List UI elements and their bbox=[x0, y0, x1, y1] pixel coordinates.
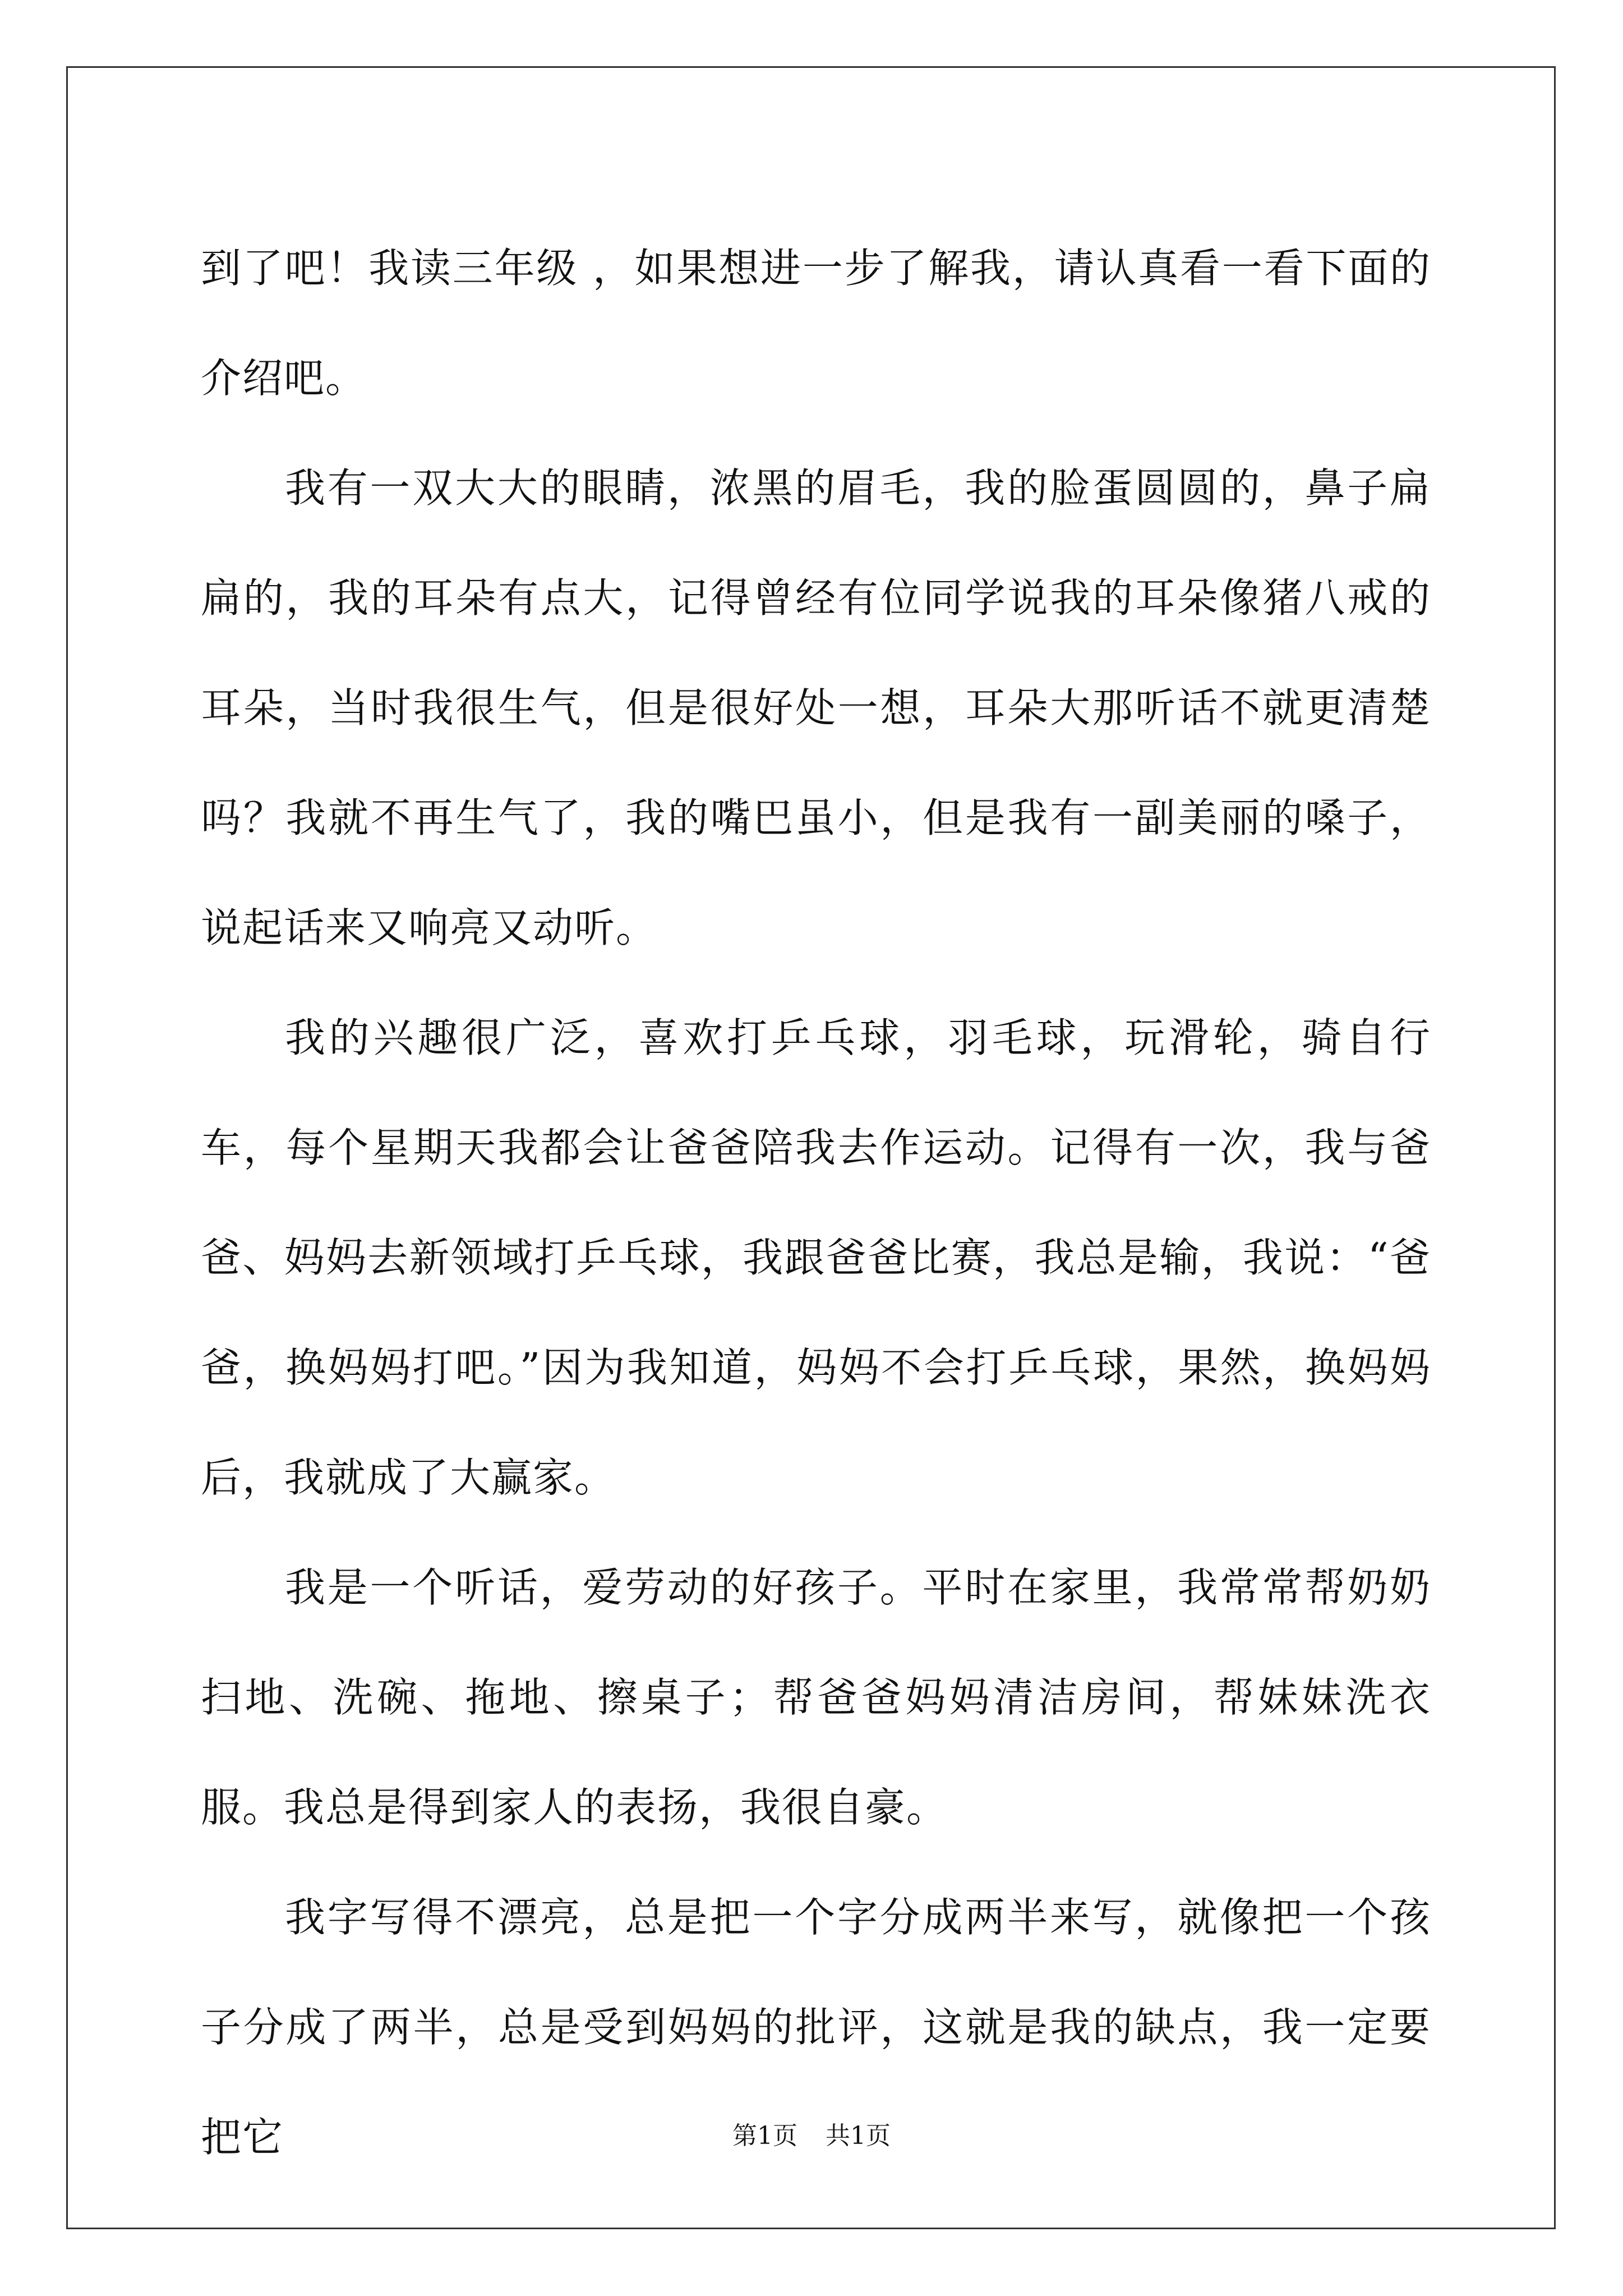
paragraph-5: 我字写得不漂亮，总是把一个字分成两半来写，就像把一个孩子分成了两半，总是受到妈妈的批评，这就是我的缺点，我一定要把它 bbox=[201, 1894, 1431, 2161]
page-number: 第1页 bbox=[732, 2122, 797, 2150]
paragraph-1: 到了吧！我读三年级 ，如果想进一步了解我，请认真看一看下面的介绍吧。 bbox=[201, 245, 1431, 402]
paragraph-4: 我是一个听话，爱劳动的好孩子。平时在家里，我常常帮奶奶扫地、洗碗、拖地、擦桌子；帮爸爸妈妈清洁房间，帮妹妹洗衣服。我总是得到家人的表扬，我很自豪。 bbox=[201, 1564, 1431, 1831]
paragraph-2: 我有一双大大的眼睛，浓黑的眉毛，我的脸蛋圆圆的，鼻子扁扁的，我的耳朵有点大，记得曾经有位同学说我的耳朵像猪八戒的耳朵，当时我很生气，但是很好处一想，耳朵大那听话不就更清楚吗？我就不再生气了，我的嘴巴虽小，但是我有一副美丽的嗓子，说起话来又响亮又动听。 bbox=[201, 464, 1431, 951]
paragraph-3: 我的兴趣很广泛，喜欢打乒乓球，羽毛球，玩滑轮，骑自行车，每个星期天我都会让爸爸陪我去作运动。记得有一次，我与爸爸、妈妈去新领域打乒乓球，我跟爸爸比赛，我总是输，我说：“爸爸，换妈妈打吧。”因为我知道，妈妈不会打乒乓球，果然，换妈妈后，我就成了大赢家。 bbox=[201, 1014, 1431, 1501]
page-footer bbox=[0, 2119, 1623, 2153]
document-body bbox=[201, 213, 1431, 2192]
page-total: 共1页 bbox=[826, 2122, 891, 2150]
